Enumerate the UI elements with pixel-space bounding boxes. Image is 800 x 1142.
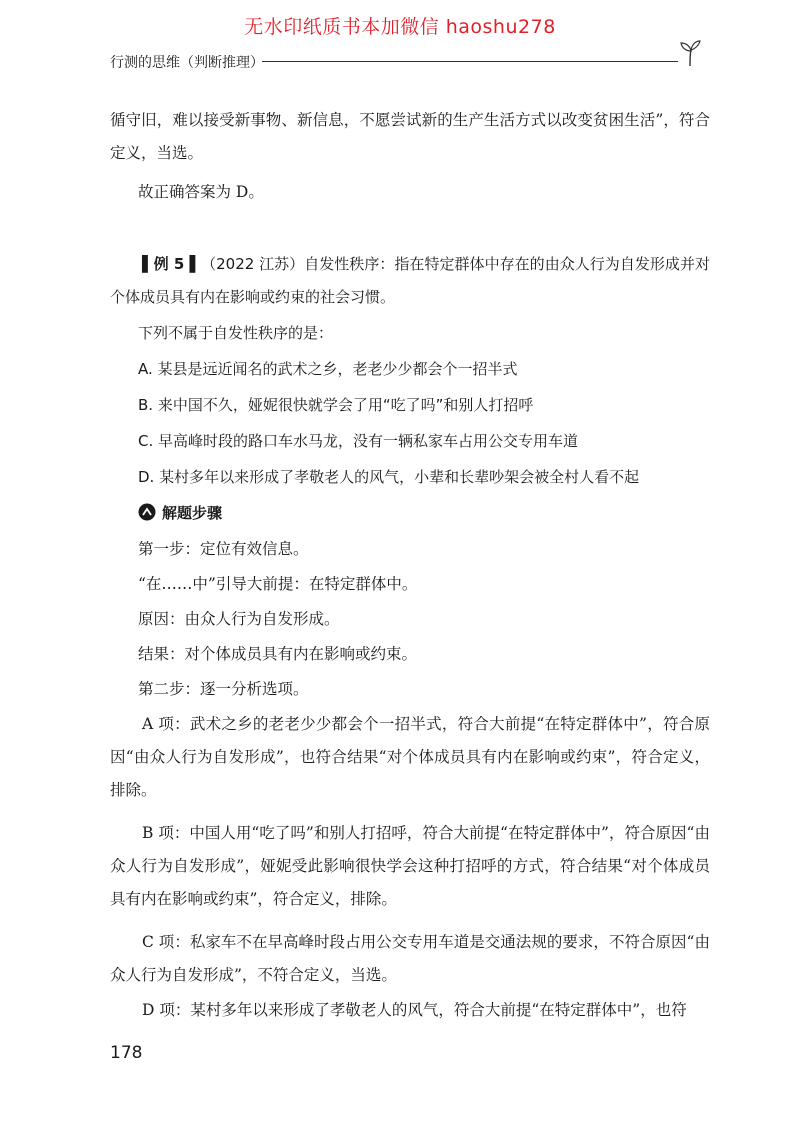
- steps-icon: [138, 503, 156, 521]
- previous-answer: 故正确答案为 D。: [138, 183, 264, 201]
- example-stem-text: （2022 江苏）自发性秩序：指在特定群体中存在的由众人行为自发形成并对个体成员具有内在影响或约束的社会习惯。: [110, 255, 710, 306]
- sprout-icon: [676, 38, 706, 68]
- solution-heading: [138, 497, 222, 530]
- analysis-d: D 项：某村多年以来形成了孝敬老人的风气，符合大前提“在特定群体中”，也符: [142, 1001, 687, 1019]
- previous-explanation-line: 循守旧，难以接受新事物、新信息，不愿尝试新的生产生活方式以改变贫困生活”，符合定义，当选。: [110, 111, 710, 162]
- analysis-b: B 项：中国人用“吃了吗”和别人打招呼，符合大前提“在特定群体中”，符合原因“由众人行为自发形成”，娅妮受此影响很快学会这种打招呼的方式，符合结果“对个体成员具有内在影响或约束”，符合定义，排除。: [110, 824, 710, 908]
- header-rule: [262, 61, 678, 62]
- option-d: D. 某村多年以来形成了孝敬老人的风气，小辈和长辈吵架会被全村人看不起: [138, 468, 640, 486]
- solution-title: 解题步骤: [162, 504, 223, 522]
- page-number: 178: [110, 1043, 143, 1063]
- example-label: ▌例 5 ▌: [142, 255, 202, 273]
- option-b: B. 来中国不久，娅妮很快就学会了用“吃了吗”和别人打招呼: [138, 396, 534, 414]
- option-a: A. 某县是远近闻名的武术之乡，老老少少都会个一招半式: [138, 360, 518, 378]
- example-stem: [110, 248, 710, 314]
- analysis-a: A 项：武术之乡的老老少少都会个一招半式，符合大前提“在特定群体中”，符合原因“由众人行为自发形成”，也符合结果“对个体成员具有内在影响或约束”，符合定义，排除。: [110, 715, 710, 799]
- solution-line: “在……中”引导大前提：在特定群体中。: [138, 575, 418, 593]
- option-c: C. 早高峰时段的路口车水马龙，没有一辆私家车占用公交专用车道: [138, 432, 579, 450]
- running-head: 行测的思维（判断推理）: [110, 55, 264, 71]
- solution-line: 结果：对个体成员具有内在影响或约束。: [138, 645, 418, 663]
- solution-line: 第二步：逐一分析选项。: [138, 680, 309, 698]
- solution-line: 第一步：定位有效信息。: [138, 540, 309, 558]
- analysis-c: C 项：私家车不在早高峰时段占用公交专用车道是交通法规的要求，不符合原因“由众人行为自发形成”，不符合定义，当选。: [110, 933, 710, 984]
- example-question: 下列不属于自发性秩序的是：: [138, 324, 334, 342]
- watermark-text: 无水印纸质书本加微信 haoshu278: [244, 16, 556, 38]
- solution-line: 原因：由众人行为自发形成。: [138, 610, 340, 628]
